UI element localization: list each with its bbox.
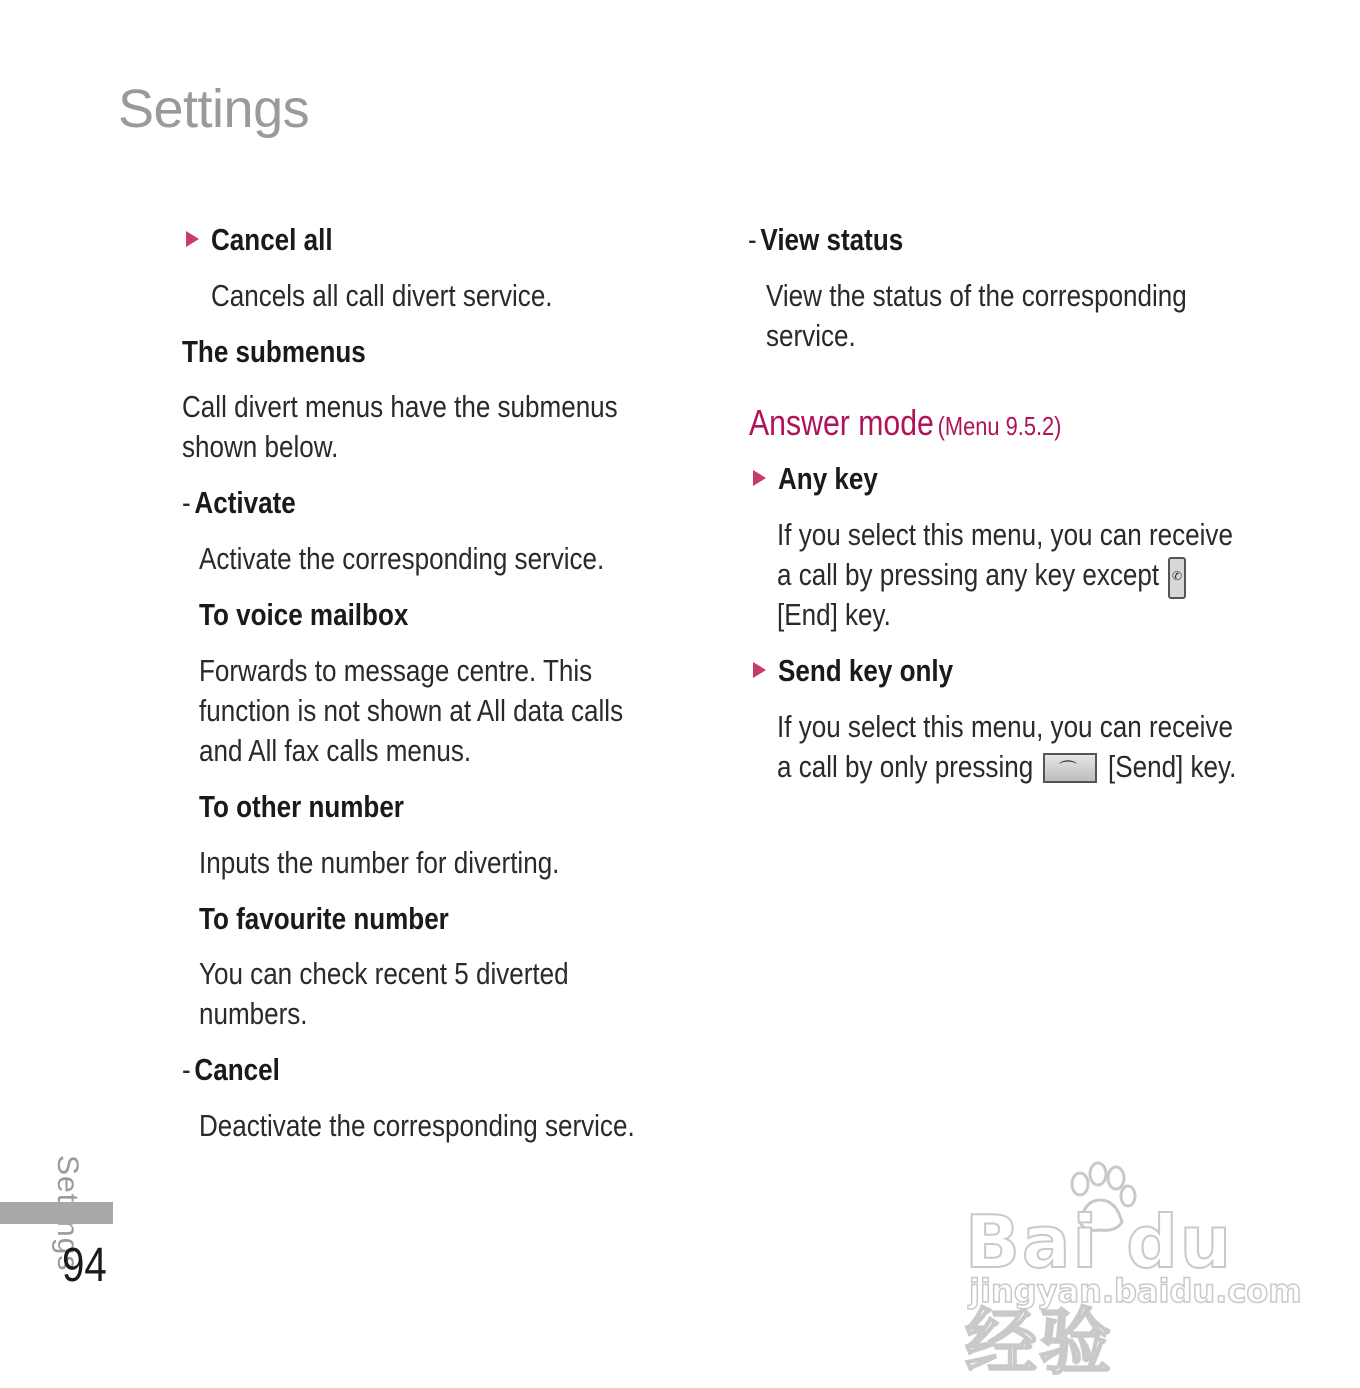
view-status-heading: View status bbox=[760, 222, 904, 257]
page-title: Settings bbox=[118, 79, 310, 139]
send-key-icon: ⌒ bbox=[1043, 753, 1097, 783]
watermark-url: jingyan.baidu.com bbox=[969, 1272, 1302, 1310]
view-status-line1: View the status of the corresponding bbox=[766, 278, 1187, 313]
favourite-number-line1: You can check recent 5 diverted bbox=[199, 956, 569, 991]
dash: - bbox=[748, 222, 757, 257]
answer-mode-label: Answer mode bbox=[749, 402, 934, 443]
activate-heading: Activate bbox=[194, 485, 296, 520]
view-status-line2: service. bbox=[766, 318, 856, 353]
any-key-line1: If you select this menu, you can receive bbox=[777, 517, 1233, 552]
cancel-all-text: Cancels all call divert service. bbox=[211, 278, 553, 313]
send-key-only-line1: If you select this menu, you can receive bbox=[777, 709, 1233, 744]
cancel-text: Deactivate the corresponding service. bbox=[199, 1108, 635, 1143]
activate-text: Activate the corresponding service. bbox=[199, 541, 605, 576]
any-key-line2: a call by pressing any key except bbox=[777, 557, 1160, 592]
voice-mailbox-heading: To voice mailbox bbox=[199, 597, 409, 632]
favourite-number-heading: To favourite number bbox=[199, 901, 449, 936]
baidu-watermark bbox=[965, 1160, 1302, 1384]
triangle-bullet-icon bbox=[753, 470, 766, 486]
dash: - bbox=[182, 485, 191, 520]
send-key-only-line2: a call by only pressing bbox=[777, 749, 1034, 784]
any-key-line3: [End] key. bbox=[777, 597, 891, 632]
send-key-only-line2-tail: [Send] key. bbox=[1108, 749, 1237, 784]
send-key-only-heading: Send key only bbox=[778, 653, 954, 688]
cancel-heading: Cancel bbox=[194, 1052, 280, 1087]
page-number: 94 bbox=[62, 1239, 107, 1292]
cancel-all-heading: Cancel all bbox=[211, 222, 333, 257]
other-number-text: Inputs the number for diverting. bbox=[199, 845, 560, 880]
other-number-heading: To other number bbox=[199, 789, 404, 824]
triangle-bullet-icon bbox=[186, 231, 199, 247]
watermark-brand: Bai du 经验 bbox=[965, 1200, 1234, 1384]
view-status-heading-row bbox=[748, 222, 933, 258]
favourite-number-line2: numbers. bbox=[199, 996, 308, 1031]
voice-mailbox-line1: Forwards to message centre. This bbox=[199, 653, 593, 688]
submenus-text-line2: shown below. bbox=[182, 429, 339, 464]
any-key-heading: Any key bbox=[778, 461, 878, 496]
answer-mode-menu-number: (Menu 9.5.2) bbox=[937, 411, 1062, 441]
activate-heading-row bbox=[182, 485, 317, 521]
submenus-heading: The submenus bbox=[182, 334, 366, 369]
voice-mailbox-line2: function is not shown at All data calls bbox=[199, 693, 624, 728]
cancel-heading-row bbox=[182, 1052, 298, 1088]
voice-mailbox-line3: and All fax calls menus. bbox=[199, 733, 472, 768]
dash: - bbox=[182, 1052, 191, 1087]
answer-mode-title bbox=[749, 403, 1121, 443]
triangle-bullet-icon bbox=[753, 662, 766, 678]
end-key-icon: ✆ bbox=[1168, 557, 1186, 599]
side-bar bbox=[0, 1202, 113, 1224]
submenus-text-line1: Call divert menus have the submenus bbox=[182, 389, 618, 424]
